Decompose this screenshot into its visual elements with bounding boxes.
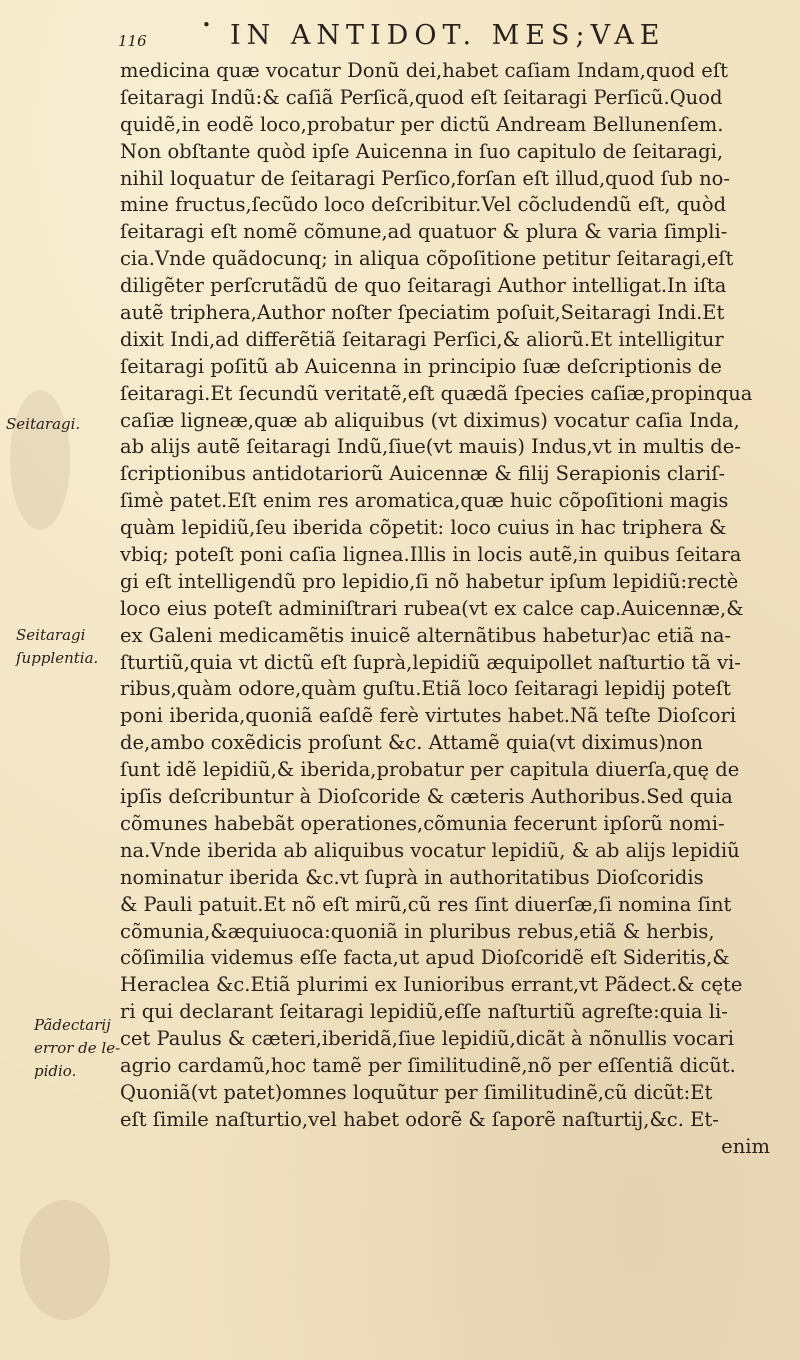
catchword: enim (721, 1134, 770, 1158)
margin-note-line: error de le- (34, 1039, 121, 1057)
body-text (120, 58, 770, 1161)
text-line: cet Paulus & cæteri,iberidã,ſiue lepidiũ,dicãt à nõnullis vocari (120, 1027, 735, 1051)
text-line: mine fructus,ſecũdo loco deſcribitur.Vel cõcludendũ eſt, quòd (120, 193, 727, 217)
text-line: ab alijs autẽ ſeitaragi Indũ,ſiue(vt mauis) Indus,vt in multis de- (120, 435, 741, 459)
page-stain (20, 1200, 110, 1320)
text-line: ſcriptionibus antidotariorũ Auicennæ & filij Serapionis clariſ- (120, 462, 726, 486)
margin-note-seitaragi-supplentia (16, 624, 98, 670)
text-line: caſiæ ligneæ,quæ ab aliquibus (vt diximus) vocatur caſia Inda, (120, 408, 740, 432)
text-line: ipſis deſcribuntur à Dioſcoride & cæteris Authoribus.Sed quia (120, 785, 733, 809)
text-line: vbiq; poteſt poni caſia lignea.Illis in locis autẽ,in quibus ſeitara (120, 543, 742, 567)
text-line: nihil loquatur de ſeitaragi Perſico,forſan eſt illud,quod ſub no- (120, 166, 730, 190)
running-title: IN ANTIDOT. MES;VAE (230, 20, 666, 51)
header-ornament: • (202, 16, 211, 34)
text-line: autẽ triphera,Author noſter ſpeciatim poſuit,Seitaragi Indi.Et (120, 301, 725, 325)
text-line: diligẽter perſcrutãdũ de quo ſeitaragi Author intelligat.In iſta (120, 274, 727, 298)
text-line: cõſimilia videmus eſſe facta,ut apud Dioſcoridẽ eſt Sideritis,& (120, 946, 730, 970)
margin-note-pandectarij (34, 1014, 120, 1083)
text-line: ſturtiũ,quia vt dictũ eſt ſuprà,lepidiũ æquipollet naſturtio tã vi- (120, 650, 741, 674)
text-line: loco eius poteſt adminiſtrari rubea(vt ex calce cap.Auicennæ,& (120, 596, 744, 620)
text-line: quidẽ,in eodẽ loco,probatur per dictũ Andream Bellunenſem. (120, 112, 724, 136)
text-line: na.Vnde iberida ab aliquibus vocatur lepidiũ, & ab alijs lepidiũ (120, 838, 740, 862)
text-line: Quoniã(vt patet)omnes loquũtur per ſimilitudinẽ,cũ dicũt:Et (120, 1080, 713, 1104)
text-line: ſimè patet.Eſt enim res aromatica,quæ huic cõpoſitioni magis (120, 489, 729, 513)
text-line: ſeitaragi.Et ſecundũ veritatẽ,eſt quædã ſpecies caſiæ,propinqua (120, 381, 753, 405)
text-line: ſeitaragi Indũ:& caſiã Perſicã,quod eſt ſeitaragi Perſicũ.Quod (120, 85, 723, 109)
text-line: cõmunia,&æquiuoca:quoniã in pluribus rebus,etiã & herbis, (120, 919, 715, 943)
text-line: gi eſt intelligendũ pro lepidio,ſi nõ habetur ipſum lepidiũ:rectè (120, 569, 739, 593)
margin-note-line: Seitaragi. (6, 415, 81, 433)
text-line: ſeitaragi poſitũ ab Auicenna in principio ſuæ deſcriptionis de (120, 354, 722, 378)
text-line: poni iberida,quoniã eaſdẽ ferè virtutes habet.Nã teſte Dioſcori (120, 704, 737, 728)
text-line: cia.Vnde quãdocunq; in aliqua cõpoſitione petitur ſeitaragi,eſt (120, 247, 734, 271)
margin-note-seitaragi (6, 413, 80, 436)
text-line: medicina quæ vocatur Donũ dei,habet caſiam Indam,quod eſt (120, 59, 728, 82)
text-line: & Pauli patuit.Et nõ eſt mirũ,cũ res ſint diuerſæ,ſi nomina ſint (120, 892, 732, 916)
text-line: dixit Indi,ad differẽtiã ſeitaragi Perſici,& aliorũ.Et intelligitur (120, 327, 724, 351)
text-line: ri qui declarant ſeitaragi lepidiũ,eſſe naſturtiũ agreſte:quia li- (120, 1000, 728, 1024)
text-line: nominatur iberida &c.vt ſuprà in authoritatibus Dioſcoridis (120, 865, 704, 889)
page-stain (10, 390, 70, 530)
text-line: de,ambo coxẽdicis proſunt &c. Attamẽ quia(vt diximus)non (120, 731, 703, 755)
margin-note-line: pidio. (34, 1062, 77, 1080)
text-line: Non obſtante quòd ipſe Auicenna in ſuo capitulo de ſeitaragi, (120, 139, 724, 163)
text-line: ribus,quàm odore,quàm guſtu.Etiã loco ſeitaragi lepidij poteſt (120, 677, 731, 701)
page-number: 116 (118, 32, 147, 50)
text-line: Heraclea &c.Etiã plurimi ex Iunioribus errant,vt Pãdect.& cęte (120, 973, 743, 997)
text-line: ex Galeni medicamẽtis inuicẽ alternãtibus habetur)ac etiã na- (120, 623, 732, 647)
text-line: eſt ſimile naſturtio,vel habet odorẽ & ſaporẽ naſturtij,&c. Et- (120, 1107, 719, 1131)
text-line: agrio cardamũ,hoc tamẽ per ſimilitudinẽ,nõ per eſſentiã dicũt. (120, 1053, 736, 1077)
text-line: ſeitaragi eſt nomẽ cõmune,ad quatuor & plura & varia ſimpli- (120, 220, 728, 244)
margin-note-line: ſupplentia. (16, 649, 99, 667)
margin-note-line: Pãdectarij (34, 1016, 111, 1034)
text-line: cõmunes habebãt operationes,cõmunia fecerunt ipſorũ nomi- (120, 811, 725, 835)
text-line: ſunt idẽ lepidiũ,& iberida,probatur per capitula diuerſa,quę de (120, 758, 740, 782)
text-line: quàm lepidiũ,ſeu iberida cõpetit: loco cuius in hac triphera & (120, 516, 727, 540)
margin-note-line: Seitaragi (16, 626, 86, 644)
page-header (118, 14, 758, 58)
